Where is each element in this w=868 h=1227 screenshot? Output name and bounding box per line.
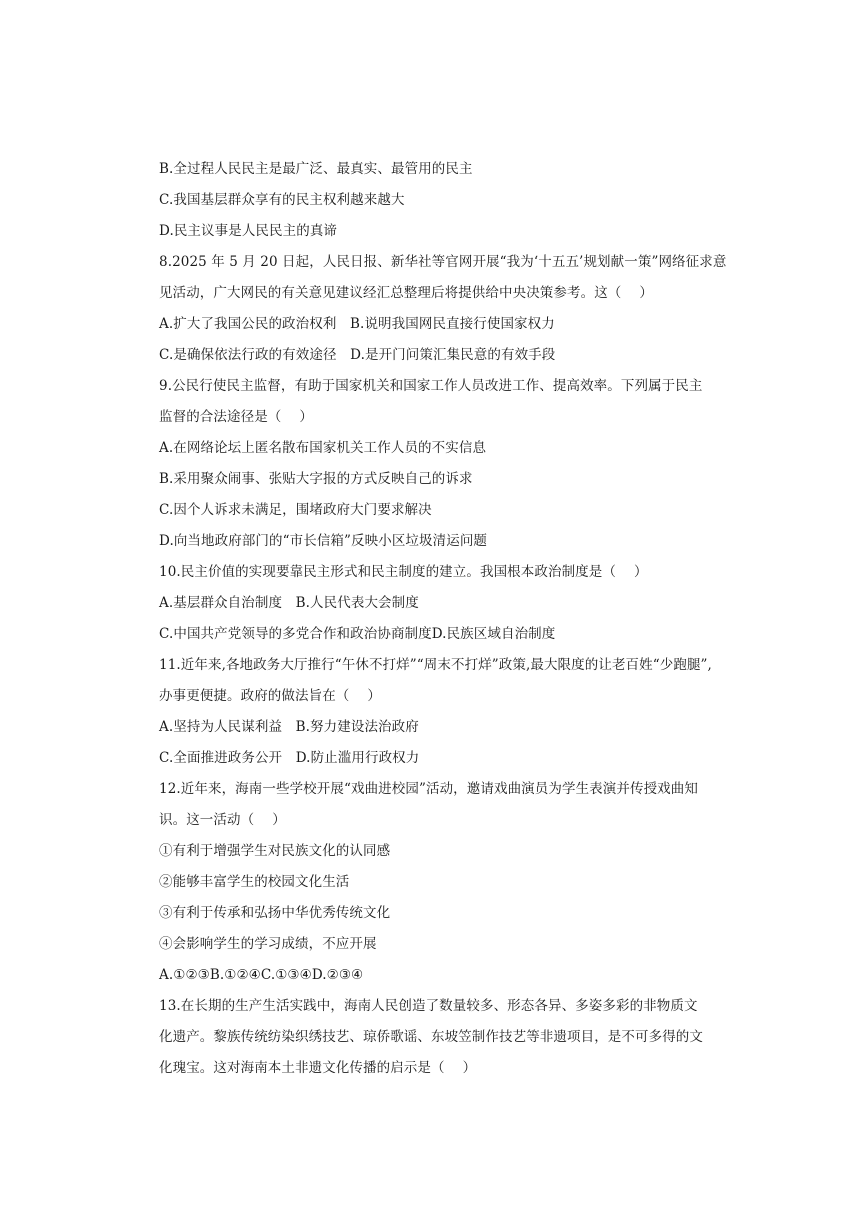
question-8-stem-line-1: 8.2025 年 5 月 20 日起，人民日报、新华社等官网开展“我为‘十五五’规划献一策”网络征求意 bbox=[159, 254, 727, 270]
question-10-stem: 10.民主价值的实现要靠民主形式和民主制度的建立。我国根本政治制度是（ ） bbox=[159, 564, 648, 580]
question-11-options-cd: C.全面推进政务公开 D.防止滥用行政权力 bbox=[159, 750, 420, 766]
statement-3: ③有利于传承和弘扬中华优秀传统文化 bbox=[159, 905, 391, 921]
question-11-options-ab: A.坚持为人民谋利益 B.努力建设法治政府 bbox=[159, 719, 419, 735]
question-9-stem-line-2: 监督的合法途径是（ ） bbox=[159, 409, 313, 425]
option-9a: A.在网络论坛上匿名散布国家机关工作人员的不实信息 bbox=[159, 440, 487, 456]
question-12-stem-line-1: 12.近年来，海南一些学校开展“戏曲进校园”活动，邀请戏曲演员为学生表演并传授戏曲知 bbox=[159, 781, 698, 797]
question-13-stem-line-3: 化瑰宝。这对海南本土非遗文化传播的启示是（ ） bbox=[159, 1060, 477, 1076]
question-11-stem-line-1: 11.近年来,各地政务大厅推行“午休不打烊”“周末不打烊”政策,最大限度的让老百姓“少跑腿”, bbox=[159, 657, 712, 673]
question-8-options-ab: A.扩大了我国公民的政治权利 B.说明我国网民直接行使国家权力 bbox=[159, 316, 555, 332]
option-9b: B.采用聚众闹事、张贴大字报的方式反映自己的诉求 bbox=[159, 471, 473, 487]
option-9c: C.因个人诉求未满足，围堵政府大门要求解决 bbox=[159, 502, 432, 518]
question-13-stem-line-2: 化遗产。黎族传统纺染织绣技艺、琼侨歌谣、东坡笠制作技艺等非遗项目，是不可多得的文 bbox=[159, 1029, 703, 1045]
statement-2: ②能够丰富学生的校园文化生活 bbox=[159, 874, 350, 890]
option-7c: C.我国基层群众享有的民主权利越来越大 bbox=[159, 192, 405, 208]
question-11-stem-line-2: 办事更便捷。政府的做法旨在（ ） bbox=[159, 688, 381, 704]
question-8-stem-line-2: 见活动，广大网民的有关意见建议经汇总整理后将提供给中央决策参考。这（ ） bbox=[159, 285, 653, 301]
question-9-stem-line-1: 9.公民行使民主监督，有助于国家机关和国家工作人员改进工作、提高效率。下列属于民主 bbox=[159, 378, 703, 394]
question-12-options: A.①②③B.①②④C.①③④D.②③④ bbox=[159, 967, 364, 983]
statement-4: ④会影响学生的学习成绩，不应开展 bbox=[159, 936, 377, 952]
option-7d: D.民主议事是人民民主的真谛 bbox=[159, 223, 338, 239]
question-13-stem-line-1: 13.在长期的生产生活实践中，海南人民创造了数量较多、形态各异、多姿多彩的非物质文 bbox=[159, 998, 698, 1014]
question-text-block bbox=[159, 154, 727, 1084]
question-8-options-cd: C.是确保依法行政的有效途径 D.是开门问策汇集民意的有效手段 bbox=[159, 347, 556, 363]
question-10-options-cd: C.中国共产党领导的多党合作和政治协商制度D.民族区域自治制度 bbox=[159, 626, 556, 642]
question-10-options-ab: A.基层群众自治制度 B.人民代表大会制度 bbox=[159, 595, 419, 611]
question-12-stem-line-2: 识。这一活动（ ） bbox=[159, 812, 286, 828]
option-9d: D.向当地政府部门的“市长信箱”反映小区垃圾清运问题 bbox=[159, 533, 488, 549]
statement-1: ①有利于增强学生对民族文化的认同感 bbox=[159, 843, 391, 859]
option-7b: B.全过程人民民主是最广泛、最真实、最管用的民主 bbox=[159, 161, 473, 177]
